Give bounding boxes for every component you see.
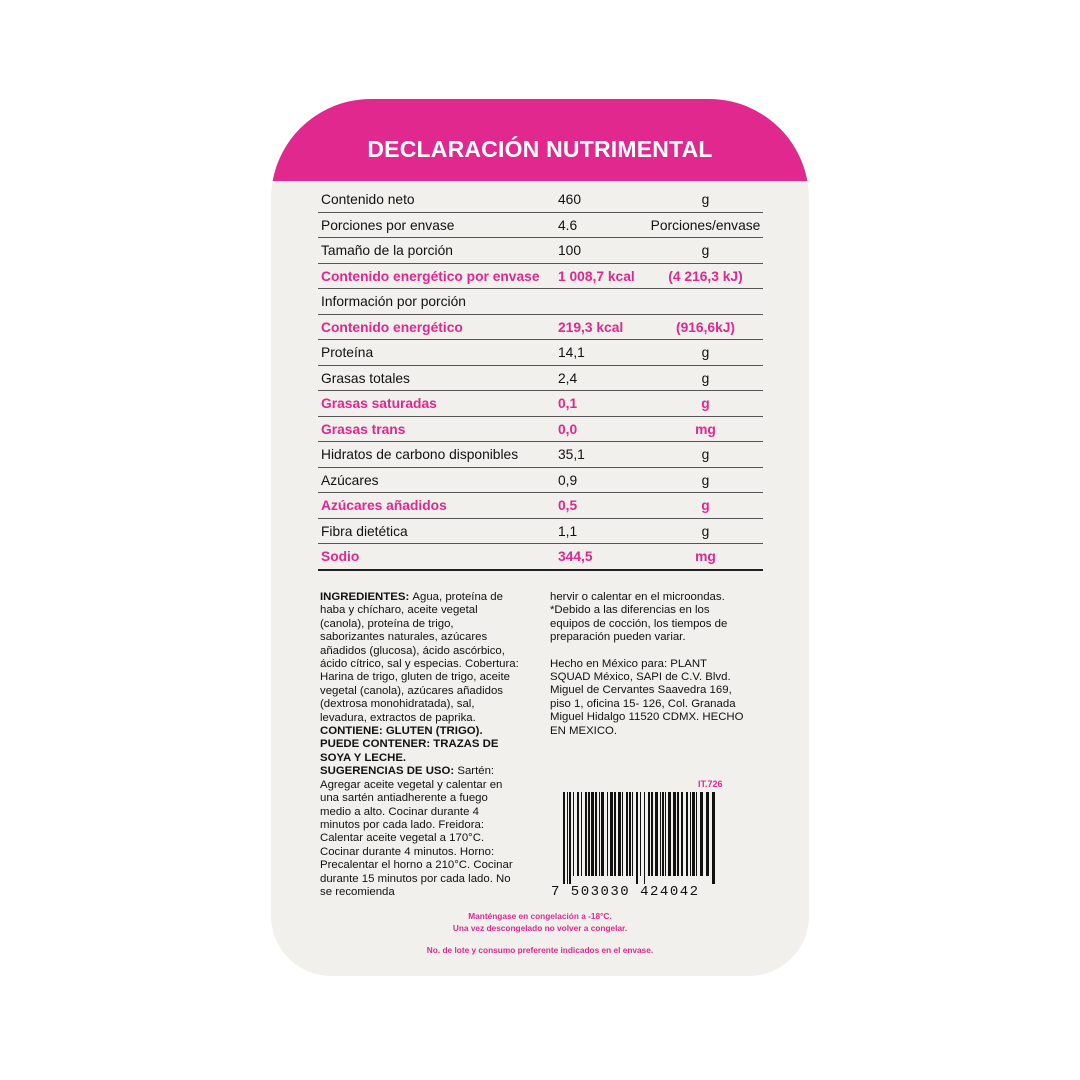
ingredients-heading: INGREDIENTES:	[320, 591, 413, 603]
barcode-bar	[569, 792, 571, 884]
nutrition-row	[318, 366, 763, 392]
usage-continuation: hervir o calentar en el microondas. *Debido a las diferencias en los equipos de cocción, los tiempos de preparación pueden variar.	[550, 591, 728, 644]
nutrient-value: 35,1	[558, 447, 585, 462]
item-code: IT.726	[698, 779, 723, 789]
nutrient-label: Hidratos de carbono disponibles	[321, 447, 519, 462]
barcode-bar	[622, 792, 623, 876]
barcode-bar	[673, 792, 676, 876]
nutrient-label: Tamaño de la porción	[321, 243, 453, 258]
barcode-bar	[599, 792, 600, 876]
barcode-bar	[677, 792, 679, 876]
barcode-bar	[644, 792, 645, 884]
nutrition-row	[318, 391, 763, 417]
barcode-bar	[712, 792, 715, 884]
nutrition-row	[318, 315, 763, 341]
usage-heading: SUGERENCIAS DE USO:	[320, 765, 458, 778]
nutrient-value: 0,9	[558, 472, 578, 488]
barcode-bar	[636, 792, 638, 884]
barcode-bar	[610, 792, 613, 876]
barcode-bar	[681, 792, 683, 876]
nutrient-unit: (916,6kJ)	[675, 319, 736, 335]
nutrient-value: 460	[558, 192, 582, 207]
nutrient-unit: g	[701, 192, 710, 207]
nutrient-unit: mg	[695, 421, 716, 437]
right-column-block	[550, 591, 750, 738]
storage-note-2: Una vez descongelado no volver a congelar.	[452, 923, 628, 933]
nutrient-value: 219,3 kcal	[558, 319, 624, 335]
nutrient-label: Porciones por envase	[321, 217, 455, 233]
allergen-may-contain: PUEDE CONTENER: TRAZAS DE SOYA Y LECHE.	[320, 738, 499, 764]
nutrient-label: Azúcares añadidos	[321, 498, 447, 513]
nutrient-unit: (4 216,3 kJ)	[668, 268, 743, 284]
nutrition-row	[318, 442, 763, 468]
nutrient-unit: mg	[695, 549, 716, 564]
barcode-bar	[563, 792, 565, 884]
nutrient-unit: g	[701, 447, 710, 462]
barcode-bar	[692, 792, 695, 876]
nutrition-row	[318, 417, 763, 443]
barcode-bar	[690, 792, 691, 876]
lot-note: No. de lote y consumo preferente indicados en el envase.	[426, 945, 654, 955]
barcode-bar	[686, 792, 688, 876]
barcode-bar	[626, 792, 628, 876]
barcode-bar	[618, 792, 621, 876]
barcode-bar	[601, 792, 604, 876]
nutrient-value: 4.6	[558, 217, 578, 233]
allergen-contains: CONTIENE: GLUTEN (TRIGO).	[320, 725, 483, 738]
nutrient-label: Azúcares	[321, 472, 379, 488]
nutrient-value: 1 008,7 kcal	[558, 268, 635, 284]
nutrient-label: Contenido neto	[321, 192, 415, 207]
nutrition-row	[318, 289, 763, 315]
barcode-bar	[706, 792, 709, 876]
nutrient-value: 344,5	[558, 549, 593, 564]
barcode-bar	[632, 792, 633, 876]
nutrition-row	[318, 187, 763, 213]
barcode-bar	[700, 792, 703, 876]
barcode-bar	[665, 792, 666, 876]
nutrition-row	[318, 519, 763, 545]
usage-text: Sartén: Agregar aceite vegetal y calentar en una sartén antiadherente a fuego medio a alto. Cocinar durante 4 minutos por cada lado. Freidora: Calentar aceite vegetal a 170°C. Cocinar durante 4 minutos. Horno: Precalentar el horno a 210°C. Cocinar durante 15 minutos por cada lado. No se recomienda	[320, 765, 513, 898]
nutrient-value: 0,1	[558, 396, 578, 411]
nutrition-row	[318, 544, 763, 569]
label-title: DECLARACIÓN NUTRIMENTAL	[367, 136, 713, 162]
nutrient-label: Grasas totales	[321, 370, 410, 386]
nutrient-value: 14,1	[558, 345, 585, 360]
nutrition-row	[318, 493, 763, 519]
nutrient-label: Información por porción	[321, 294, 466, 309]
barcode-bar	[651, 792, 653, 876]
nutrient-label: Grasas saturadas	[321, 396, 437, 411]
barcode-bar	[660, 792, 661, 876]
nutrient-value: 100	[558, 243, 582, 258]
made-in-text: Hecho en México para: PLANT SQUAD México, SAPI de C.V. Blvd. Miguel de Cervantes Saavedra 169, piso 1, oficina 15- 126, Col. Granada Miguel Hidalgo 11520 CDMX. HECHO EN MEXICO.	[550, 657, 744, 737]
barcode-bar	[668, 792, 671, 876]
barcode-bar	[640, 792, 641, 876]
barcode-bar	[655, 792, 658, 876]
barcode-bar	[607, 792, 608, 876]
nutrition-row	[318, 264, 763, 290]
barcode-bar	[577, 792, 579, 876]
nutrient-unit: g	[701, 523, 710, 539]
barcode-bar	[662, 792, 664, 876]
barcode-bar	[595, 792, 597, 876]
nutrient-value: 0,0	[558, 421, 578, 437]
nutrient-label: Proteína	[321, 345, 374, 360]
nutrient-label: Grasas trans	[321, 421, 406, 437]
nutrient-unit: g	[701, 472, 710, 488]
barcode-image	[561, 792, 721, 884]
nutrition-label-panel	[271, 99, 809, 976]
ingredients-block	[320, 591, 520, 899]
barcode-number: 7 503030 424042	[551, 884, 700, 900]
barcode-bar	[696, 792, 697, 876]
nutrient-label: Sodio	[321, 549, 360, 564]
barcode-bar	[629, 792, 631, 876]
nutrient-unit: g	[701, 396, 710, 411]
barcode-bar	[573, 792, 574, 876]
nutrient-label: Fibra dietética	[321, 523, 408, 539]
ingredients-text: Agua, proteína de haba y chícharo, aceite vegetal (canola), proteína de trigo, saborizantes naturales, azúcares añadidos (glucosa), ácido ascórbico, ácido cítrico, sal y especias. Cobertura: Harina de trigo, gluten de trigo, aceite vegetal (canola), azúcares añadidos (dextrosa monohidratada), sal, levadura, extractos de paprika.	[320, 591, 519, 724]
label-header	[271, 99, 809, 181]
nutrient-unit: g	[701, 243, 710, 258]
nutrient-value: 1,1	[558, 523, 578, 539]
nutrient-unit: g	[701, 345, 710, 360]
nutrient-label: Contenido energético	[321, 319, 463, 335]
nutrient-value: 2,4	[558, 370, 578, 386]
nutrition-row	[318, 238, 763, 264]
nutrient-unit: Porciones/envase	[650, 217, 761, 233]
barcode-bar	[614, 792, 616, 876]
nutrient-unit: g	[701, 498, 710, 513]
barcode-bar	[581, 792, 582, 876]
nutrition-row	[318, 213, 763, 239]
barcode-bar	[567, 792, 568, 884]
nutrition-row	[318, 340, 763, 366]
barcode-bar	[591, 792, 594, 876]
nutrient-value: 0,5	[558, 498, 578, 513]
nutrient-unit: g	[701, 370, 710, 386]
barcode-bar	[588, 792, 590, 876]
nutrition-row	[318, 468, 763, 494]
barcode-bar	[648, 792, 650, 876]
barcode-bar	[585, 792, 587, 876]
nutrition-table	[318, 187, 763, 571]
storage-note-1: Manténgase en congelación a -18°C.	[468, 911, 612, 921]
nutrient-label: Contenido energético por envase	[321, 268, 540, 284]
